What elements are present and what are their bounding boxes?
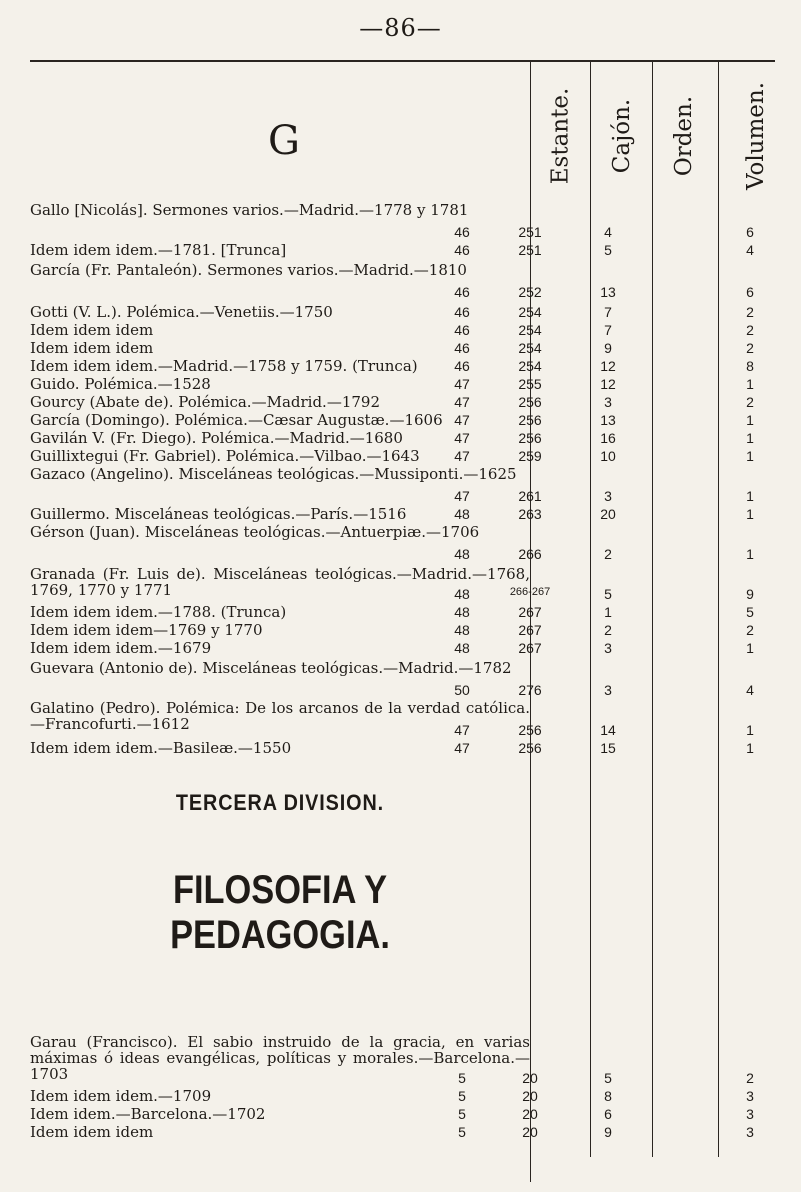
header-volumen: Volumen. xyxy=(743,81,769,191)
subject-title: FILOSOFIA Y PEDAGOGIA. xyxy=(170,868,390,957)
top-rule xyxy=(30,60,775,62)
page-number: —86— xyxy=(359,14,442,42)
section-letter: G xyxy=(268,118,300,164)
header-estante: Estante. xyxy=(547,87,573,185)
header-cajon: Cajón. xyxy=(609,98,636,174)
column-rule xyxy=(652,62,653,1157)
header-orden: Orden. xyxy=(671,95,697,177)
column-rule xyxy=(718,62,719,1157)
division-title: TERCERA DIVISION. xyxy=(175,790,385,815)
